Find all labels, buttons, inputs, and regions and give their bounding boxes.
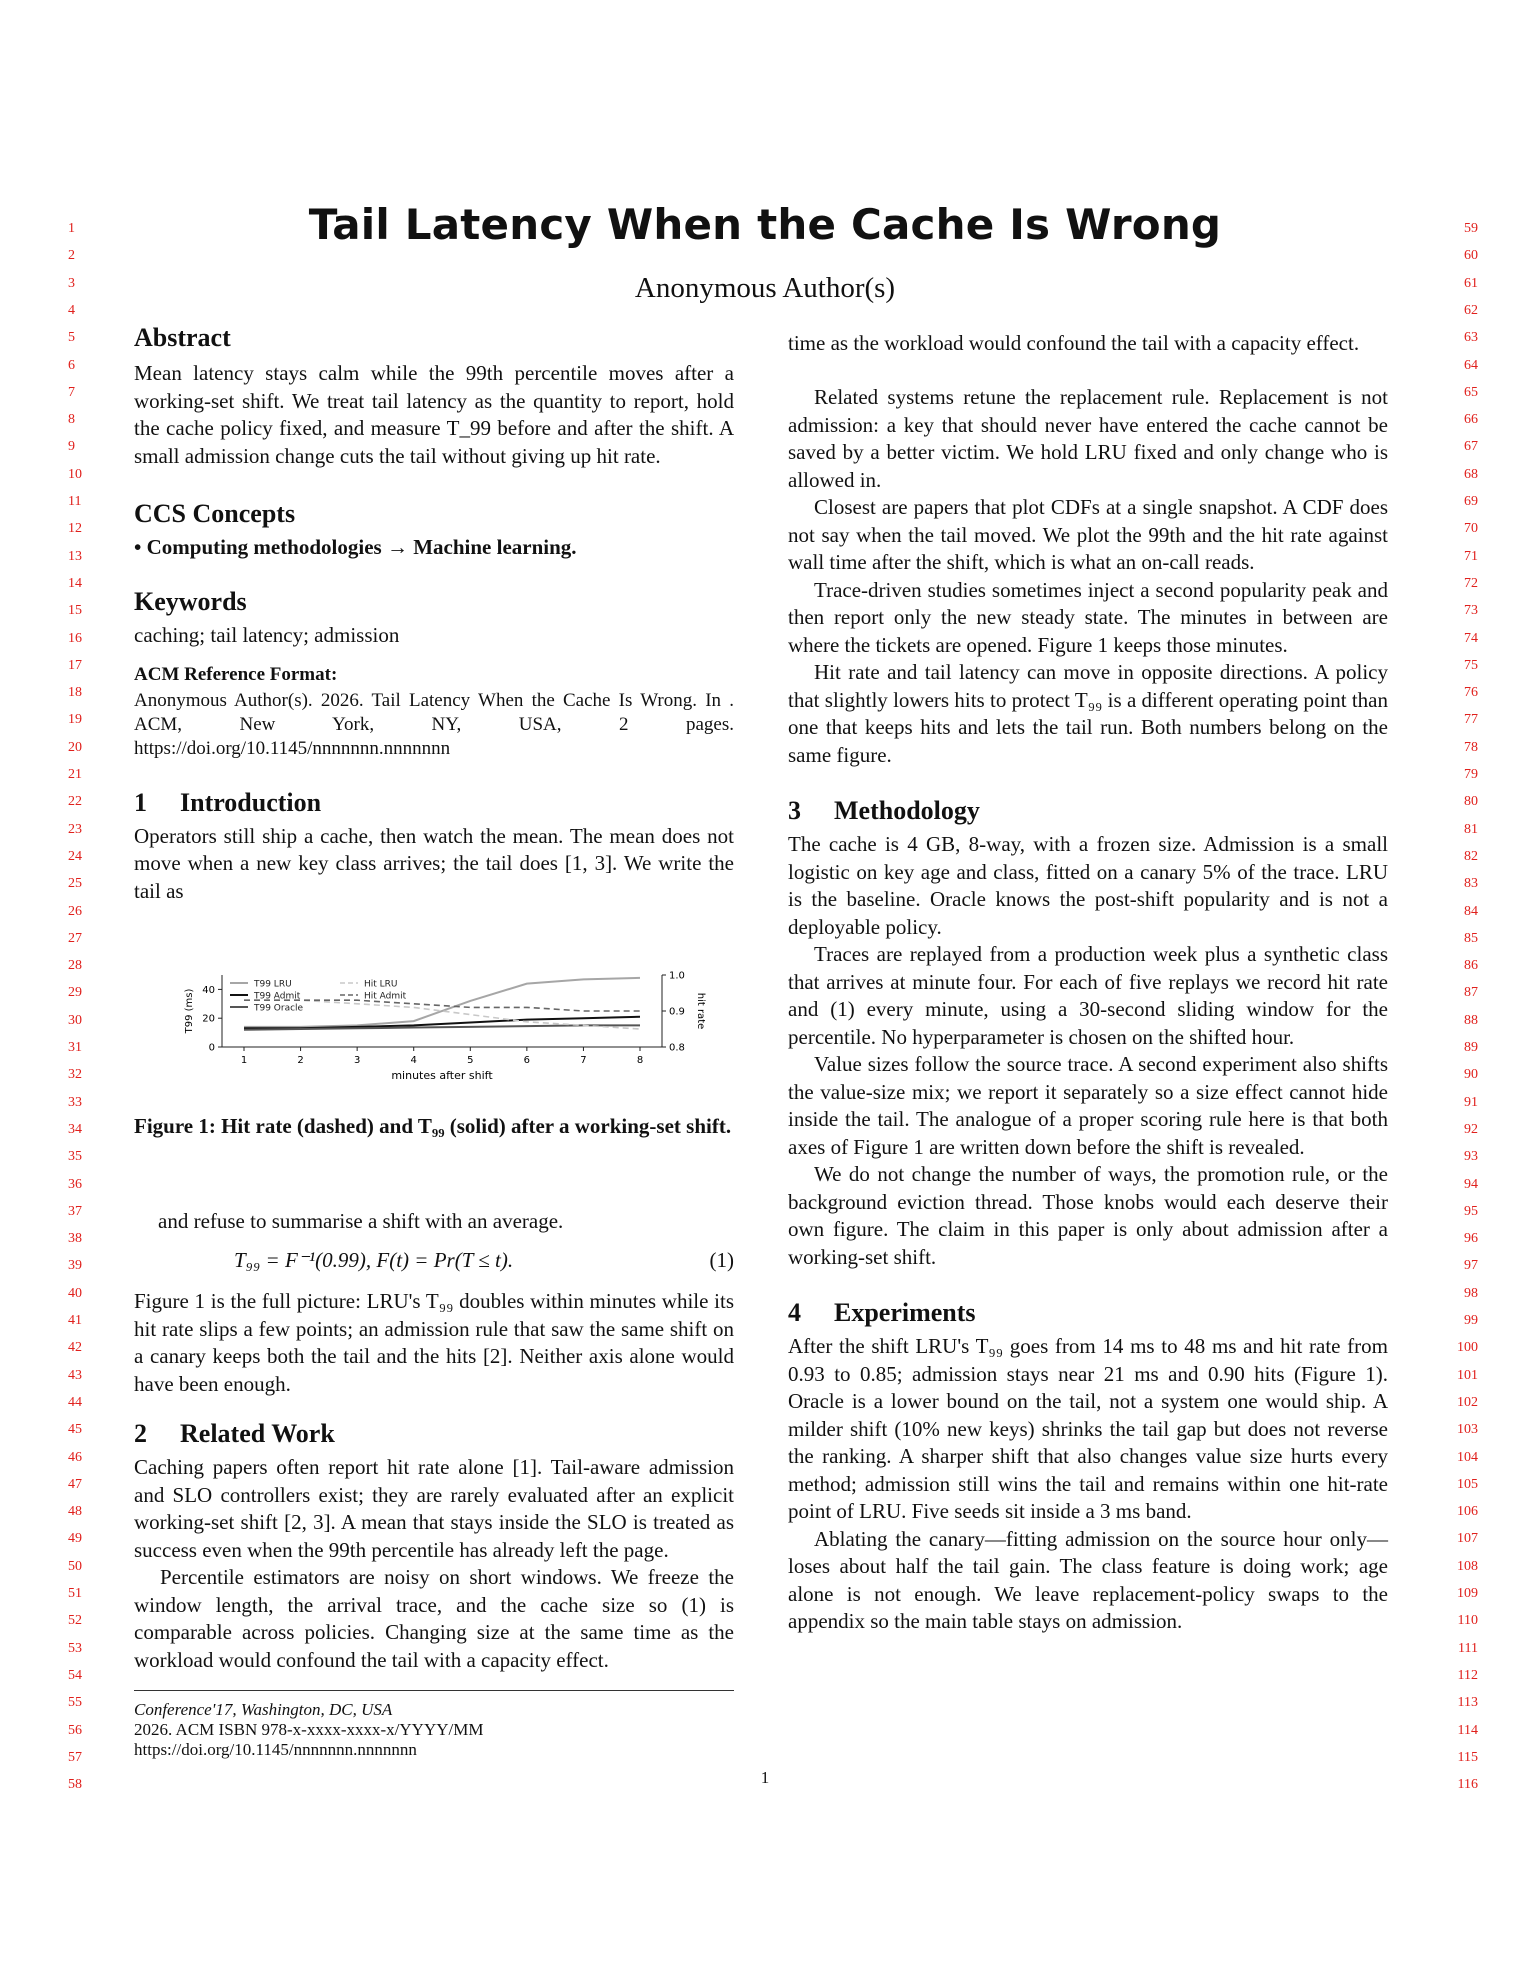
line-number: 19: [68, 712, 82, 728]
line-number: 103: [1457, 1422, 1478, 1438]
line-number: 1: [68, 221, 75, 236]
line-number: 110: [1457, 1613, 1478, 1629]
section-2-title: Related Work: [180, 1419, 335, 1448]
line-number: 83: [1464, 876, 1478, 892]
line-number: 9: [68, 439, 75, 455]
line-number: 41: [68, 1313, 82, 1328]
page-number: 1: [760, 1768, 770, 1787]
line-number: 58: [68, 1777, 82, 1793]
line-number: 53: [68, 1640, 82, 1656]
line-number: 64: [1464, 357, 1478, 373]
x-tick-label: 5: [467, 1055, 474, 1066]
line-number: 61: [1464, 275, 1478, 291]
line-number: 105: [1457, 1476, 1478, 1492]
line-number: 28: [68, 958, 82, 974]
line-number: 6: [68, 357, 75, 373]
line-number: 115: [1457, 1749, 1478, 1765]
ccs-heading: CCS Concepts: [134, 499, 296, 528]
line-number: 84: [1464, 903, 1478, 919]
line-number: 45: [68, 1422, 82, 1438]
ccs-text: • Computing methodologies → Machine learning.: [134, 535, 577, 559]
line-number: 22: [68, 794, 82, 810]
x-tick-label: 8: [636, 1055, 644, 1066]
line-number: 7: [68, 384, 75, 400]
line-number: 37: [68, 1203, 82, 1219]
line-number: 86: [1464, 958, 1478, 974]
line-number: 10: [68, 466, 82, 482]
line-number: 63: [1464, 330, 1478, 346]
line-number: 20: [68, 739, 82, 755]
line-number: 24: [68, 848, 82, 864]
line-number: 100: [1457, 1340, 1478, 1356]
keywords-text: caching; tail latency; admission: [134, 622, 400, 647]
abstract-heading: Abstract: [134, 323, 231, 352]
line-number: 8: [68, 412, 75, 428]
line-number: 112: [1457, 1667, 1478, 1683]
line-number: 70: [1464, 521, 1478, 537]
legend-label: Hit LRU: [364, 979, 398, 990]
line-number: 89: [1464, 1040, 1478, 1055]
section-1-heading: [134, 787, 734, 819]
line-number: 2: [68, 248, 75, 264]
y2-tick-label: 1.0: [669, 970, 685, 982]
y2-tick-label: 0.9: [669, 1006, 685, 1018]
x-tick-label: 3: [353, 1055, 361, 1066]
line-number: 55: [68, 1695, 82, 1711]
line-number: 29: [68, 985, 82, 1001]
line-number: 66: [1464, 412, 1478, 428]
line-number: 13: [68, 548, 82, 564]
line-number: 34: [68, 1121, 82, 1137]
experiments-paragraph-2: Ablating the canary—fitting admission on the source hour only—loses about half the tail gain. The class feature is doing work; age alone is not enough. We leave replacement-policy swaps to the appendix so the main table stays on admission.: [788, 1526, 1388, 1633]
line-number: 65: [1464, 384, 1478, 400]
right-column: [788, 330, 1388, 1636]
x-tick-label: 2: [297, 1055, 304, 1066]
figure-1-chart: [134, 955, 734, 1085]
line-number: 5: [68, 330, 75, 346]
line-number: 47: [68, 1476, 82, 1492]
related-paragraph-6: Hit rate and tail latency can move in opposite directions. A policy that slightly lowers hits to protect T₉₉ is a different operating point than one that keeps hits and lets the tail run. Both numbers belong on the same figure.: [788, 660, 1388, 767]
footnote-isbn: 2026. ACM ISBN 978-x-xxxx-xxxx-x/YYYY/MM: [134, 1720, 484, 1739]
related-paragraph-2: Percentile estimators are noisy on short windows. We freeze the window length, the arrival trace, and the cache size so (1) is comparable across policies. Changing size at the same time as the workload would confound the tail with a capacity effect.: [134, 1565, 734, 1672]
related-paragraph-2-continued: time as the workload would confound the tail with a capacity effect.: [788, 331, 1360, 355]
line-number: 3: [68, 275, 75, 291]
line-number: 67: [1464, 439, 1478, 455]
line-number: 71: [1464, 548, 1478, 564]
line-number: 91: [1464, 1094, 1478, 1110]
line-number: 62: [1464, 302, 1478, 318]
line-number: 56: [68, 1722, 82, 1738]
related-paragraph-3: Related systems retune the replacement rule. Replacement is not admission: a key that should never have entered the cache cannot be saved by a better victim. We hold LRU fixed and only change who is allowed in.: [788, 385, 1388, 492]
section-2-number: 2: [134, 1419, 147, 1448]
line-number: 26: [68, 903, 82, 919]
method-paragraph-3: Value sizes follow the source trace. A second experiment also shifts the value-size mix; we report it separately so a size effect cannot hide inside the tail. The analogue of a proper scoring rule here is that both axes of Figure 1 are written down before the shift is revealed.: [788, 1052, 1388, 1159]
line-number: 88: [1464, 1012, 1478, 1028]
legend-label: T99 Oracle: [254, 1003, 304, 1014]
method-paragraph-1: The cache is 4 GB, 8-way, with a frozen size. Admission is a small logistic on key age and class, fitted on a canary 5% of the trace. LRU is the baseline. Oracle knows the post-shift popularity and is not a deployable policy.: [788, 832, 1388, 939]
figure-1-caption: Figure 1: Hit rate (dashed) and T₉₉ (solid) after a working-set shift.: [134, 1114, 732, 1138]
line-number: 51: [68, 1586, 82, 1601]
y2-tick-label: 0.8: [669, 1042, 685, 1054]
line-number: 116: [1457, 1777, 1478, 1793]
line-number: 69: [1464, 494, 1478, 509]
paper-authors: Anonymous Author(s): [634, 272, 896, 304]
left-column-body: [134, 1288, 734, 1672]
series-line: [244, 1000, 640, 1011]
line-number: 94: [1464, 1176, 1478, 1192]
related-paragraph-5: Trace-driven studies sometimes inject a second popularity peak and then report only the new steady state. The minutes in between are where the tickets are opened. Figure 1 keeps those minutes.: [788, 577, 1388, 657]
footnote-doi: https://doi.org/10.1145/nnnnnnn.nnnnnnn: [134, 1740, 417, 1759]
line-number: 49: [68, 1531, 82, 1547]
line-number: 12: [68, 521, 82, 537]
method-paragraph-4: We do not change the number of ways, the promotion rule, or the background eviction thread. Those knobs would each deserve their own figure. The claim in this paper is only about admission after a working-set shift.: [788, 1162, 1388, 1269]
line-number: 85: [1464, 930, 1478, 946]
legend-label: T99 Admit: [254, 991, 301, 1002]
line-number: 81: [1464, 821, 1478, 837]
line-number: 25: [68, 876, 82, 892]
x-tick-label: 7: [580, 1055, 587, 1066]
section-3-heading: [788, 795, 1388, 827]
line-number: 30: [68, 1012, 82, 1028]
line-number: 102: [1457, 1394, 1478, 1410]
line-number: 96: [1464, 1231, 1478, 1247]
footnote-rule: [134, 1690, 734, 1691]
line-number: 35: [68, 1149, 82, 1165]
keywords-heading: Keywords: [134, 586, 247, 616]
line-number: 42: [68, 1340, 82, 1356]
line-number: 101: [1457, 1367, 1478, 1383]
footnote-conference: Conference'17, Washington, DC, USA: [134, 1700, 393, 1719]
equation-number: (1): [709, 1248, 734, 1272]
line-number: 79: [1464, 767, 1478, 782]
line-number: 48: [68, 1504, 82, 1520]
footnote: [134, 1700, 483, 1760]
line-number: 21: [68, 767, 82, 782]
legend-label: Hit Admit: [364, 991, 407, 1002]
line-number: 93: [1464, 1149, 1478, 1165]
y-tick-label: 0: [208, 1042, 215, 1054]
x-tick-label: 6: [523, 1055, 531, 1066]
intro-paragraph-1: Operators still ship a cache, then watch the mean. The mean does not move when a new key class arrives; the tail does [1, 3]. We write the tail as: [134, 823, 734, 903]
method-paragraph-2: Traces are replayed from a production week plus a synthetic class that arrives at minute four. For each of five replays we record hit rate and (1) every minute, using a 30-second sliding window for the percentile. No hyperparameter is chosen on the shifted hour.: [788, 942, 1388, 1049]
line-number: 52: [68, 1613, 82, 1629]
line-number: 78: [1464, 739, 1478, 755]
intro-paragraph-2: and refuse to summarise a shift with an average.: [158, 1209, 564, 1233]
line-number: 27: [68, 930, 82, 946]
line-number: 43: [68, 1367, 82, 1383]
line-number: 36: [68, 1176, 82, 1192]
section-2-heading: [134, 1418, 734, 1450]
line-number: 99: [1464, 1313, 1478, 1328]
related-paragraph-4: Closest are papers that plot CDFs at a single snapshot. A CDF does not say when the tail moved. We plot the 99th and the hit rate against wall time after the shift, which is what an on-call reads.: [788, 495, 1388, 574]
line-number: 107: [1457, 1531, 1478, 1547]
line-number: 17: [68, 657, 82, 673]
ref-format-heading: ACM Reference Format:: [134, 664, 338, 685]
y-axis-label: T99 (ms): [184, 988, 195, 1034]
ref-format-text: Anonymous Author(s). 2026. Tail Latency When the Cache Is Wrong. In . ACM, New York, NY, USA, 2 pages. https://doi.org/10.1145/nnnnnnn.nnnnnnn: [134, 689, 734, 759]
line-number: 77: [1464, 712, 1478, 728]
line-number: 32: [68, 1067, 82, 1083]
section-3-title: Methodology: [834, 796, 980, 825]
line-number: 50: [68, 1558, 82, 1574]
line-number: 90: [1464, 1067, 1478, 1083]
line-number: 97: [1464, 1258, 1478, 1274]
section-4-number: 4: [788, 1298, 801, 1327]
line-number: 11: [68, 494, 82, 509]
line-number: 14: [68, 575, 82, 591]
abstract-text: Mean latency stays calm while the 99th percentile moves after a working-set shift. We treat tail latency as the quantity to report, hold the cache policy fixed, and measure T_99 before and after the shift. A small admission change cuts the tail without giving up hit rate.: [134, 361, 734, 468]
line-number: 98: [1464, 1285, 1478, 1301]
line-number: 68: [1464, 466, 1478, 482]
line-number: 54: [68, 1667, 82, 1683]
line-number: 23: [68, 821, 82, 837]
experiments-paragraph-1: After the shift LRU's T₉₉ goes from 14 ms to 48 ms and hit rate from 0.93 to 0.85; admission stays near 21 ms and 0.90 hits (Figure 1). Oracle is a lower bound on the tail, not a system one would ship. A milder shift (10% new keys) shrinks the tail gap but does not reverse the ranking. A sharper shift that also changes value size hurts every method; admission still wins the tail and remains within one hit-rate point of LRU. Five seeds sit inside a 3 ms band.: [788, 1334, 1388, 1523]
equation-body: T₉₉ = F⁻¹(0.99), F(t) = Pr(T ≤ t).: [234, 1248, 514, 1272]
section-1-number: 1: [134, 787, 147, 817]
line-number: 109: [1457, 1586, 1478, 1601]
line-number: 95: [1464, 1203, 1478, 1219]
figure-1: [134, 955, 734, 1089]
line-number: 104: [1457, 1449, 1478, 1465]
section-3-number: 3: [788, 796, 801, 825]
line-number: 80: [1464, 794, 1478, 810]
section-4-title: Experiments: [834, 1298, 976, 1327]
x-tick-label: 1: [240, 1055, 248, 1066]
line-number: 16: [68, 630, 82, 646]
legend-label: T99 LRU: [254, 979, 292, 990]
intro-paragraph-3: Figure 1 is the full picture: LRU's T₉₉ doubles within minutes while its hit rate slips a few points; an admission rule that saw the same shift on a canary keeps both the tail and the hits [2]. Neither axis alone would have been enough.: [134, 1289, 734, 1396]
line-number: 114: [1457, 1722, 1478, 1738]
line-number: 92: [1464, 1121, 1478, 1137]
line-number: 15: [68, 603, 82, 619]
line-number: 73: [1464, 603, 1478, 619]
line-number: 4: [68, 302, 75, 318]
line-number: 40: [68, 1285, 82, 1301]
line-number: 76: [1464, 685, 1478, 701]
line-number: 57: [68, 1749, 82, 1765]
line-number: 31: [68, 1040, 82, 1055]
x-axis-label: minutes after shift: [391, 1069, 493, 1082]
line-number: 18: [68, 685, 82, 701]
line-number: 59: [1464, 221, 1478, 236]
paper-title: Tail Latency When the Cache Is Wrong: [308, 200, 1222, 249]
line-number: 72: [1464, 575, 1478, 591]
line-number: 75: [1464, 657, 1478, 673]
left-column-front-matter: [134, 322, 734, 905]
line-number: 87: [1464, 985, 1478, 1001]
line-number: 38: [68, 1231, 82, 1247]
line-number: 44: [68, 1394, 82, 1410]
intro-continued: [134, 1208, 734, 1236]
y-tick-label: 20: [202, 1013, 215, 1025]
figure-1-caption-block: [134, 1112, 734, 1140]
line-number: 39: [68, 1258, 82, 1274]
line-number: 46: [68, 1449, 82, 1465]
line-number: 113: [1457, 1695, 1478, 1711]
series-line: [244, 978, 640, 1027]
line-number: 82: [1464, 848, 1478, 864]
x-tick-label: 4: [410, 1055, 417, 1066]
line-number: 33: [68, 1094, 82, 1110]
line-number: 108: [1457, 1558, 1478, 1574]
line-number: 60: [1464, 248, 1478, 264]
line-number: 74: [1464, 630, 1478, 646]
y-tick-label: 40: [202, 984, 215, 996]
line-number: 111: [1458, 1640, 1478, 1656]
related-paragraph-1: Caching papers often report hit rate alone [1]. Tail-aware admission and SLO controllers exist; they are rarely evaluated after an explicit working-set shift [2, 3]. A mean that stays inside the SLO is treated as success even when the 99th percentile has already left the page.: [134, 1455, 734, 1562]
section-1-title: Introduction: [180, 787, 322, 817]
y2-axis-label: hit rate: [695, 992, 706, 1030]
section-4-heading: [788, 1297, 1388, 1329]
line-number: 106: [1457, 1504, 1478, 1520]
